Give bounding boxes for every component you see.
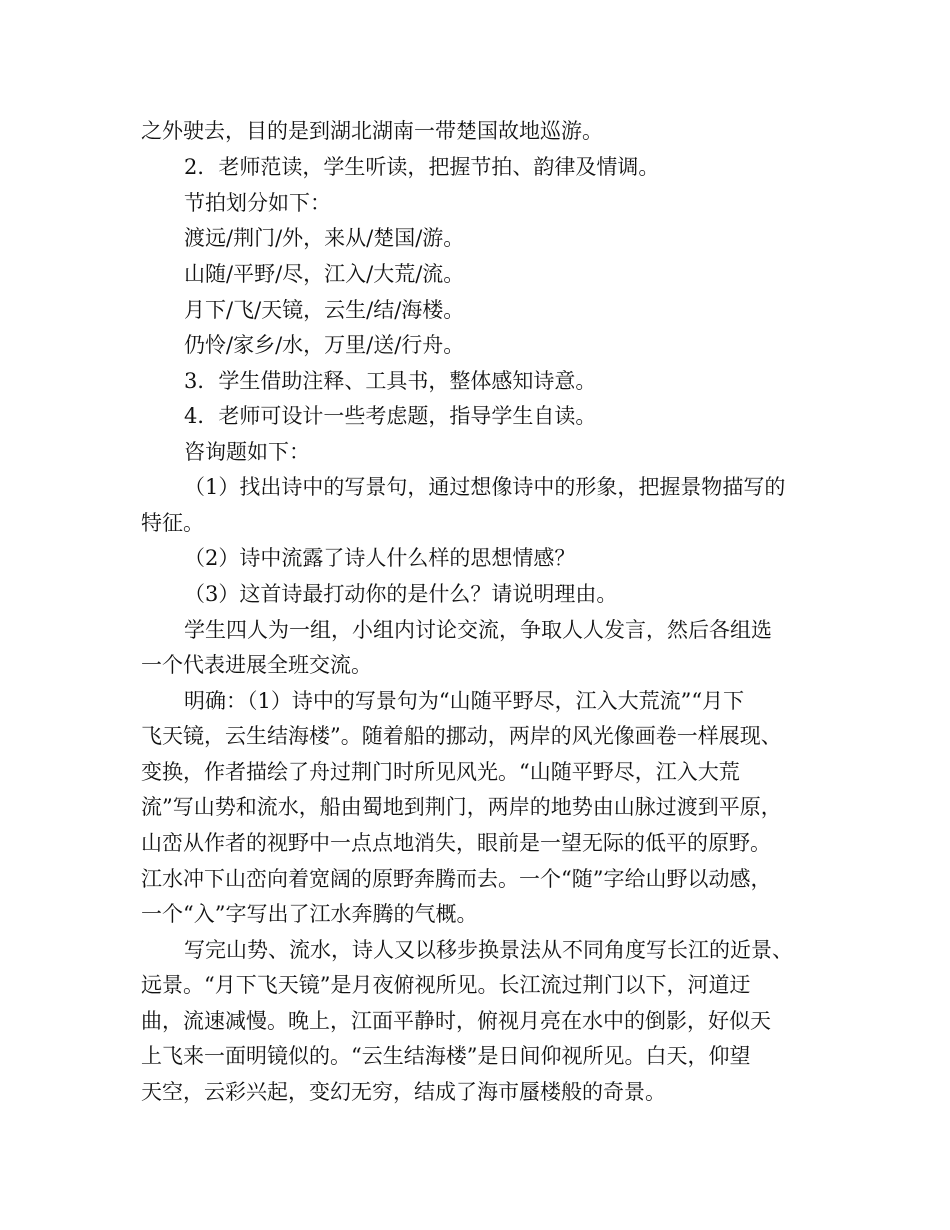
text-line: 天空，云彩兴起，变幻无穷，结成了海市蜃楼般的奇景。 [141,1080,666,1104]
text-line: 特征。 [141,511,204,535]
text-line: 变换，作者描绘了舟过荆门时所见风光。“山随平野尽，江入大荒 [141,760,740,784]
text-line: 上飞来一面明镜似的。“云生结海楼”是日间仰视所见。白天，仰望 [141,1044,751,1068]
text-line: 一个代表进展全班交流。 [141,653,372,677]
text-line: 江水冲下山峦向着宽阔的原野奔腾而去。一个“随”字给山野以动感， [141,867,772,891]
text-line: 之外驶去，目的是到湖北湖南一带楚国故地巡游。 [141,119,603,143]
text-line: 渡远/荆门/外，来从/楚国/游。 [184,226,465,250]
text-line: 曲，流速减慢。晚上，江面平静时，俯视月亮在水中的倒影，好似天 [141,1009,771,1033]
text-line: 一个“入”字写出了江水奔腾的气概。 [141,902,478,926]
text-line: （3）这首诗最打动你的是什么？请说明理由。 [184,582,618,606]
text-line: 2．老师范读，学生听读，把握节拍、韵律及情调。 [184,155,660,179]
text-line: 节拍划分如下： [184,191,331,215]
text-line: 明确：（1）诗中的写景句为“山随平野尽，江入大荒流”“月下 [184,689,745,713]
text-line: 月下/飞/天镜，云生/结/海楼。 [184,298,465,322]
text-line: 4．老师可设计一些考虑题，指导学生自读。 [184,404,597,428]
text-line: 山峦从作者的视野中一点点地消失，眼前是一望无际的低平的原野。 [141,831,771,855]
text-line: 咨询题如下： [184,440,310,464]
text-line: 流”写山势和流水，船由蜀地到荆门，两岸的地势由山脉过渡到平原， [141,795,782,819]
text-line: 学生四人为一组，小组内讨论交流，争取人人发言，然后各组选 [184,618,772,642]
text-line: （2）诗中流露了诗人什么样的思想情感？ [184,546,576,570]
text-line: （1）找出诗中的写景句，通过想像诗中的形象，把握景物描写的 [184,475,786,499]
text-line: 远景。“月下飞天镜”是月夜俯视所见。长江流过荆门以下，河道迂 [141,973,751,997]
text-line: 飞天镜，云生结海楼”。随着船的挪动，两岸的风光像画卷一样展现、 [141,724,782,748]
text-line: 山随/平野/尽，江入/大荒/流。 [184,262,465,286]
text-line: 仍怜/家乡/水，万里/送/行舟。 [184,333,465,357]
text-line: 写完山势、流水，诗人又以移步换景法从不同角度写长江的近景、 [184,938,793,962]
text-line: 3．学生借助注释、工具书，整体感知诗意。 [184,369,597,393]
